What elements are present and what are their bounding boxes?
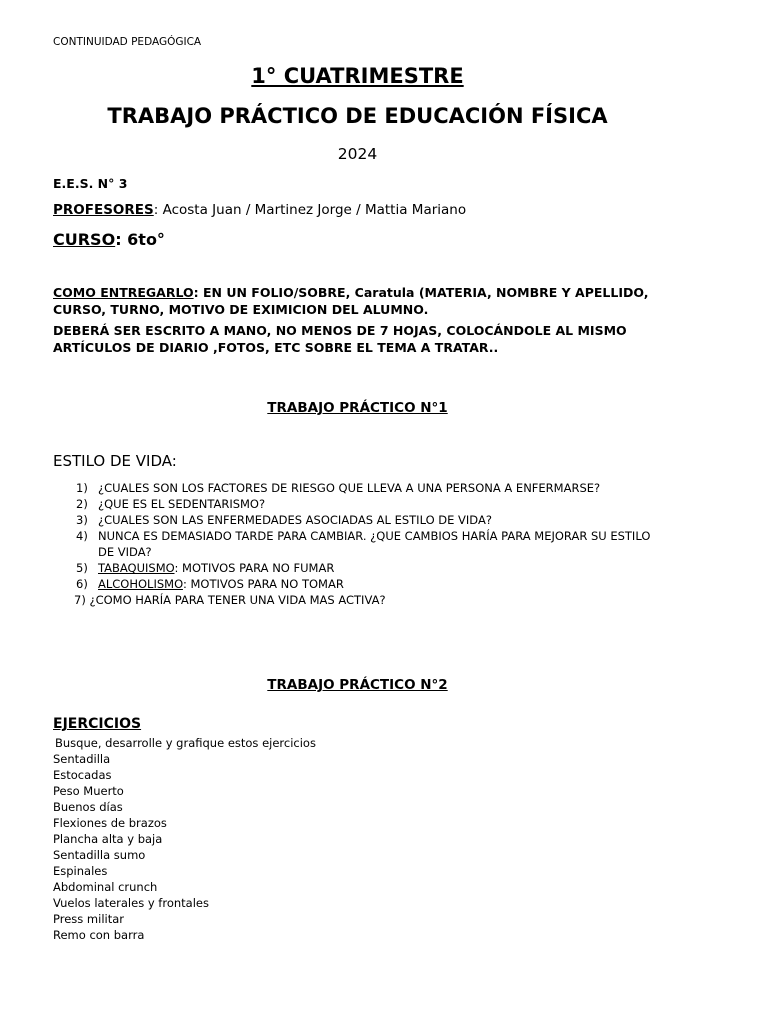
question-text: ¿CUALES SON LOS FACTORES DE RIESGO QUE LLEVA A UNA PERSONA A ENFERMARSE? bbox=[98, 481, 601, 495]
delivery-instructions bbox=[53, 284, 663, 318]
exercise-item: Sentadilla sumo bbox=[53, 848, 146, 862]
question-number: 1) bbox=[76, 481, 88, 495]
question-text: ¿COMO HARÍA PARA TENER UNA VIDA MAS ACTIVA? bbox=[89, 593, 386, 607]
exercise-item: Sentadilla bbox=[53, 752, 111, 766]
question-text: NUNCA ES DEMASIADO TARDE PARA CAMBIAR. ¿QUE CAMBIOS HARÍA PARA MEJORAR SU ESTILO DE VIDA? bbox=[98, 529, 651, 559]
question-item bbox=[74, 592, 674, 608]
question-item bbox=[76, 496, 676, 512]
question-item bbox=[76, 480, 676, 496]
exercise-list bbox=[53, 735, 316, 943]
document-year: 2024 bbox=[337, 145, 378, 163]
question-item bbox=[76, 560, 676, 576]
question-label: ALCOHOLISMO bbox=[98, 577, 183, 591]
curso-line bbox=[53, 230, 165, 249]
curso-value: : 6to° bbox=[115, 230, 165, 249]
question-number: 3) bbox=[76, 513, 88, 527]
exercise-item: Peso Muerto bbox=[53, 784, 124, 798]
exercise-item: Espinales bbox=[53, 864, 108, 878]
question-item bbox=[76, 576, 676, 592]
document-subtitle: TRABAJO PRÁCTICO DE EDUCACIÓN FÍSICA bbox=[107, 104, 608, 128]
question-text: ¿QUE ES EL SEDENTARISMO? bbox=[98, 497, 266, 511]
exercise-item: Remo con barra bbox=[53, 928, 145, 942]
profesores-value: : Acosta Juan / Martinez Jorge / Mattia Mariano bbox=[153, 202, 467, 218]
tp2-title: TRABAJO PRÁCTICO N°2 bbox=[267, 677, 448, 693]
profesores-label: PROFESORES bbox=[53, 202, 154, 218]
question-number: 6) bbox=[76, 577, 88, 591]
question-item bbox=[76, 528, 676, 560]
exercise-item: Plancha alta y baja bbox=[53, 832, 163, 846]
tp1-title: TRABAJO PRÁCTICO N°1 bbox=[267, 400, 448, 416]
question-item bbox=[76, 512, 676, 528]
question-detail: : MOTIVOS PARA NO TOMAR bbox=[182, 577, 344, 591]
exercise-item: Vuelos laterales y frontales bbox=[53, 896, 209, 910]
tp2-subtitle: EJERCICIOS bbox=[53, 716, 142, 732]
curso-label: CURSO bbox=[53, 230, 116, 249]
exercise-intro: Busque, desarrolle y grafique estos ejercicios bbox=[55, 736, 316, 750]
exercise-item: Flexiones de brazos bbox=[53, 816, 167, 830]
tp1-subtitle: ESTILO DE VIDA: bbox=[53, 452, 177, 470]
question-detail: : MOTIVOS PARA NO FUMAR bbox=[174, 561, 335, 575]
exercise-item: Estocadas bbox=[53, 768, 112, 782]
delivery-text: : EN UN FOLIO/SOBRE, Caratula (MATERIA, NOMBRE Y APELLIDO, CURSO, TURNO, MOTIVO DE EXIMICION DEL ALUMNO. bbox=[53, 285, 649, 317]
exercise-item: Abdominal crunch bbox=[53, 880, 158, 894]
question-text bbox=[98, 560, 663, 576]
question-text: ¿CUALES SON LAS ENFERMEDADES ASOCIADAS AL ESTILO DE VIDA? bbox=[98, 513, 492, 527]
question-number: 7) bbox=[74, 593, 86, 607]
document-header: CONTINUIDAD PEDAGÓGICA bbox=[53, 36, 202, 48]
question-text bbox=[98, 576, 663, 592]
delivery-label: COMO ENTREGARLO bbox=[53, 285, 194, 300]
exercise-item: Buenos días bbox=[53, 800, 123, 814]
document-title: 1° CUATRIMESTRE bbox=[251, 64, 464, 88]
question-number: 4) bbox=[76, 529, 88, 543]
school-name: E.E.S. N° 3 bbox=[53, 176, 128, 191]
handwriting-instructions: DEBERÁ SER ESCRITO A MANO, NO MENOS DE 7 HOJAS, COLOCÁNDOLE AL MISMO ARTÍCULOS DE DIARIO ,FOTOS, ETC SOBRE EL TEMA A TRATAR.. bbox=[53, 323, 627, 355]
question-number: 2) bbox=[76, 497, 88, 511]
question-label: TABAQUISMO bbox=[98, 561, 175, 575]
profesores-line bbox=[53, 202, 466, 218]
exercise-item: Press militar bbox=[53, 912, 124, 926]
question-number: 5) bbox=[76, 561, 88, 575]
